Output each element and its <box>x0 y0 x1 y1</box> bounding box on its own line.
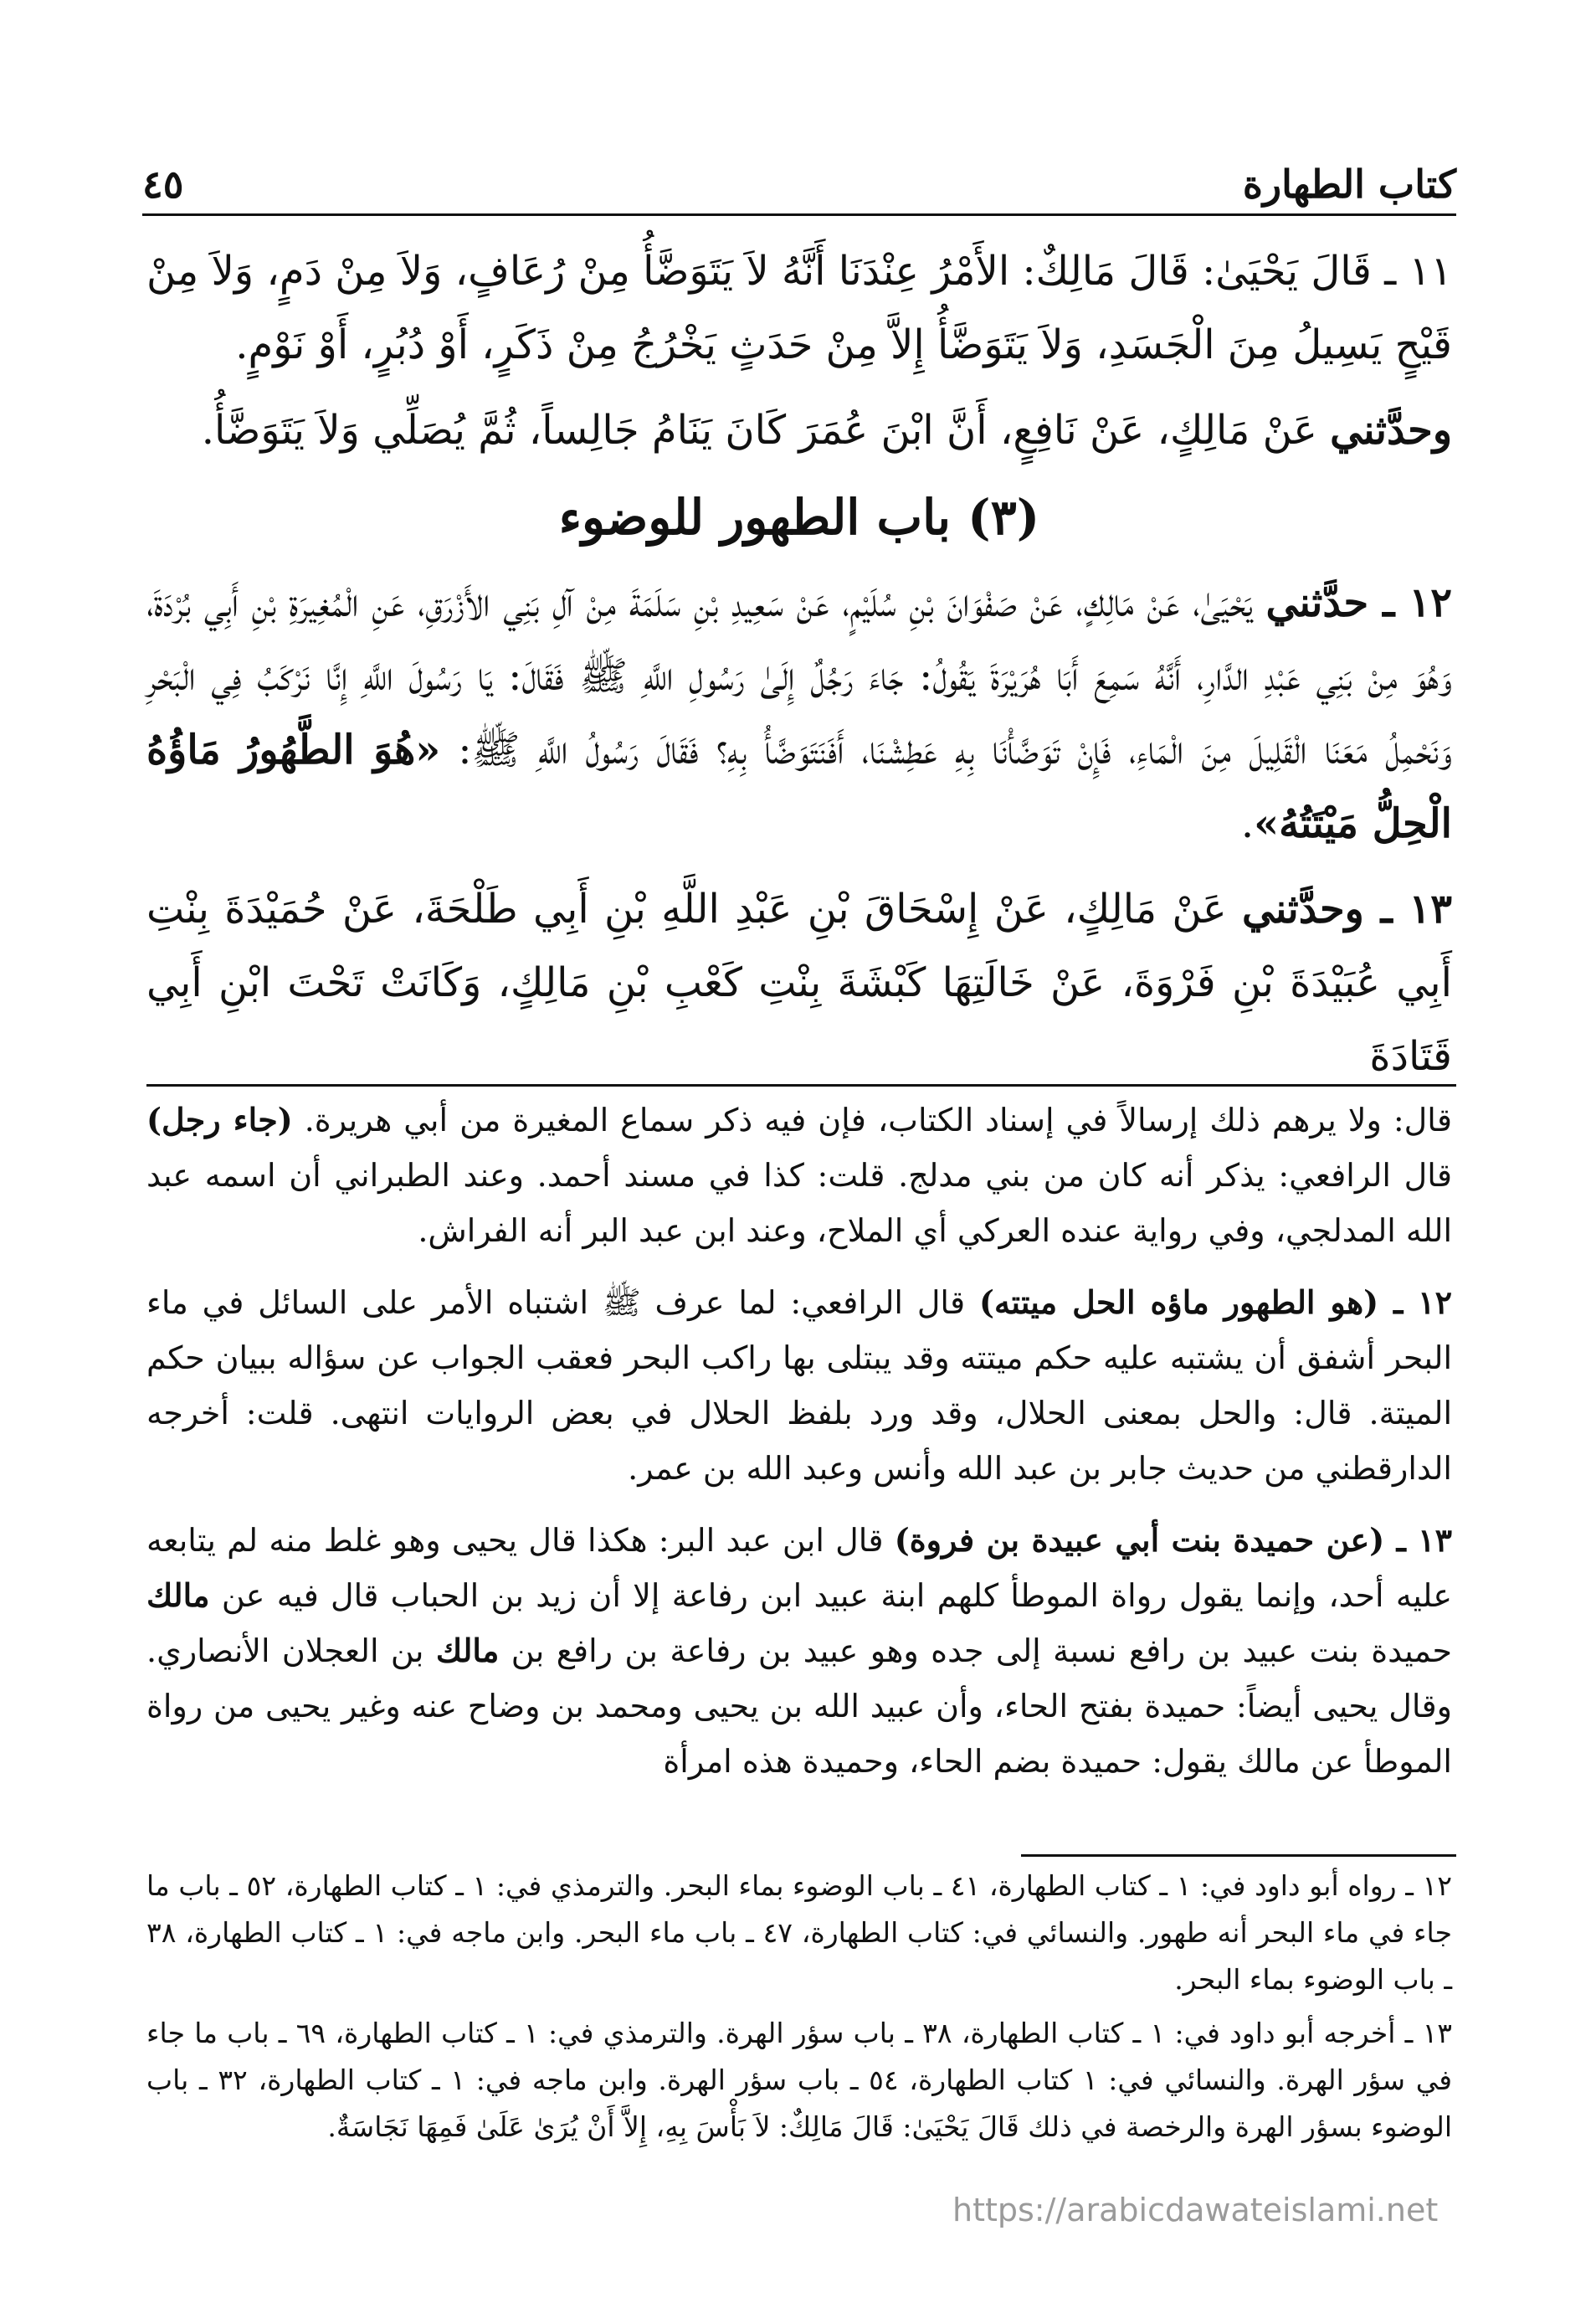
commentary-keyword: (عن حميدة بنت أبي عبيدة بن فروة) <box>894 1521 1385 1559</box>
commentary-item <box>146 1092 1452 1258</box>
hadith-11-continuation <box>146 393 1452 467</box>
commentary-keyword: مالك <box>435 1632 500 1669</box>
book-title: كتاب الطهارة <box>1242 162 1456 207</box>
hadith-12-end: . <box>1240 800 1255 847</box>
commentary-item <box>146 1513 1452 1789</box>
narration-keyword: وحدَّثني <box>1241 886 1364 933</box>
commentary-item <box>146 1275 1452 1496</box>
commentary-text: قال ابن عبد البر: هكذا قال يحيى وهو غلط منه لم يتابعه عليه أحد، وإنما يقول رواة الموطأ كلهم ابنة عبيد ابن رفاعة إلا أن زيد بن الحباب قال فيه عن <box>146 1522 1452 1614</box>
commentary-text: قال الرافعي: يذكر أنه كان من بني مدلج. قلت: كذا في مسند أحمد. وعند الطبراني أن اسمه عبد الله المدلجي، وفي رواية عنده العركي أي الملاح، وعند ابن عبد البر أنه الفراش. <box>146 1157 1452 1249</box>
main-text <box>146 234 1452 1105</box>
footnote-divider <box>1021 1854 1456 1857</box>
commentary-divider <box>146 1084 1456 1087</box>
hadith-13 <box>146 872 1452 1093</box>
commentary-keyword: مالك <box>146 1576 210 1614</box>
hadith-12 <box>146 566 1452 861</box>
commentary-text: قال الرافعي: لما عرف ﷺ اشتباه الأمر على السائل في ماء البحر أشفق أن يشتبه عليه حكم ميتته وقد يبتلى بها راكب البحر فعقب الجواب عن سؤاله ببيان حكم الميتة. قال: والحل بمعنى الحلال، وقد ورد بلفظ الحلال في بعض الروايات انتهى. قلت: أخرجه الدارقطني من حديث جابر بن عبد الله وأنس وعبد الله بن عمر. <box>146 1284 1452 1487</box>
footnote-12: ١٢ ـ رواه أبو داود في: ١ ـ كتاب الطهارة، ٤١ ـ باب الوضوء بماء البحر. والترمذي في: ١ ـ كتاب الطهارة، ٥٢ ـ باب ما جاء في ماء البحر أنه طهور. والنسائي في: كتاب الطهارة، ٤٧ ـ باب ماء البحر. وابن ماجه في: ١ ـ كتاب الطهارة، ٣٨ ـ باب الوضوء بماء البحر. <box>146 1869 1452 1996</box>
hadith-12-quote: «هُوَ الطَّهُورُ مَاؤُهُ الْحِلُّ مَيْتَتُهُ» <box>146 727 1452 847</box>
page-number: ٤٥ <box>142 162 184 207</box>
hadith-13-text: عَنْ مَالِكٍ، عَنْ إِسْحَاقَ بْنِ عَبْدِ اللَّهِ بْنِ أَبِي طَلْحَةَ، عَنْ حُمَيْدَةَ بِنْتِ أَبِي عُبَيْدَةَ بْنِ فَرْوَةَ، عَنْ خَالَتِهَا كَبْشَةَ بِنْتِ كَعْبِ بْنِ مَالِكٍ، وَكَانَتْ تَحْتَ ابْنِ أَبِي قَتَادَةَ <box>146 886 1453 1080</box>
commentary-number: ١٢ ـ <box>1378 1283 1452 1321</box>
commentary-keyword: (جاء رجل) <box>146 1101 293 1139</box>
hadith-11 <box>146 234 1452 382</box>
commentary-text: بن العجلان الأنصاري. وقال يحيى أيضاً: حميدة بفتح الحاء، وأن عبيد الله بن يحيى ومحمد بن وضاح عنه وغير يحيى من رواة الموطأ عن مالك يقول: حميدة بضم الحاء، وحميدة هذه امرأة <box>146 1632 1452 1780</box>
commentary-number: ١٣ ـ <box>1384 1521 1452 1559</box>
watermark-url: https://arabicdawateislami.net <box>952 2192 1439 2228</box>
page-header <box>142 146 1456 216</box>
footnotes <box>146 1863 1452 2157</box>
commentary-keyword: (هو الطهور ماؤه الحل ميتته) <box>979 1283 1379 1321</box>
commentary-text: قال: ولا يرهم ذلك إرسالاً في إسناد الكتاب، فإن فيه ذكر سماع المغيرة من أبي هريرة. <box>292 1102 1453 1139</box>
commentary-text: حميدة بنت عبيد بن رافع نسبة إلى جده وهو عبيد بن رفاعة بن رافع بن <box>499 1632 1453 1669</box>
hadith-13-number: ١٣ ـ <box>1363 886 1453 933</box>
footnote-13: ١٣ ـ أخرجه أبو داود في: ١ ـ كتاب الطهارة، ٣٨ ـ باب سؤر الهرة. والترمذي في: ١ ـ كتاب الطهارة، ٦٩ ـ باب ما جاء في سؤر الهرة. والنسائي في: ١ كتاب الطهارة، ٥٤ ـ باب سؤر الهرة. وابن ماجه في: ١ ـ كتاب الطهارة، ٣٢ ـ باب الوضوء بسؤر الهرة والرخصة في ذلك قَالَ يَحْيَىٰ: قَالَ مَالِكٌ: لاَ بَأْسَ بِهِ، إِلاَّ أَنْ يُرَىٰ عَلَىٰ فَمِهَا نَجَاسَةٌ. <box>146 2017 1453 2143</box>
hadith-12-number: ١٢ ـ <box>1368 579 1453 626</box>
commentary <box>146 1092 1452 1806</box>
hadith-12-text: يَحْيَىٰ، عَنْ مَالِكٍ، عَنْ صَفْوَانَ بْنِ سُلَيْمٍ، عَنْ سَعِيدِ بْنِ سَلَمَةَ مِنْ آلِ بَنِي الأَزْرَقِ، عَنِ الْمُغِيرَةِ بْنِ أَبِي بُرْدَةَ، وَهُوَ مِنْ بَنِي عَبْدِ الدَّارِ، أَنَّهُ سَمِعَ أَبَا هُرَيْرَةَ يَقُولُ: جَاءَ رَجُلٌ إِلَىٰ رَسُولِ اللَّهِ ﷺ فَقَالَ: يَا رَسُولَ اللَّهِ إِنَّا نَرْكَبُ فِي الْبَحْرِ وَنَحْمِلُ مَعَنَا الْقَلِيلَ مِنَ الْمَاءِ، فَإِنْ تَوَضَّأْنَا بِهِ عَطِشْنَا، أَفَنَتَوَضَّأُ بِهِ؟ فَقَالَ رَسُولُ اللَّهِ ﷺ: <box>146 579 1453 774</box>
hadith-11-text: ١١ ـ قَالَ يَحْيَىٰ: قَالَ مَالِكٌ: الأَمْرُ عِنْدَنَا أَنَّهُ لاَ يَتَوَضَّأُ مِنْ رُعَافٍ، وَلاَ مِنْ دَمٍ، وَلاَ مِنْ قَيْحٍ يَسِيلُ مِنَ الْجَسَدِ، وَلاَ يَتَوَضَّأُ إِلاَّ مِنْ حَدَثٍ يَخْرُجُ مِنْ ذَكَرٍ، أَوْ دُبُرٍ، أَوْ نَوْمٍ. <box>146 248 1452 368</box>
section-title: (٣) باب الطهور للوضوء <box>558 489 1040 546</box>
hadith-11-continuation-text: عَنْ مَالِكٍ، عَنْ نَافِعٍ، أَنَّ ابْنَ عُمَرَ كَانَ يَنَامُ جَالِساً، ثُمَّ يُصَلِّي وَلاَ يَتَوَضَّأُ. <box>201 407 1331 454</box>
narration-keyword: حدَّثني <box>1265 579 1369 626</box>
narration-keyword: وحدَّثني <box>1330 407 1452 454</box>
